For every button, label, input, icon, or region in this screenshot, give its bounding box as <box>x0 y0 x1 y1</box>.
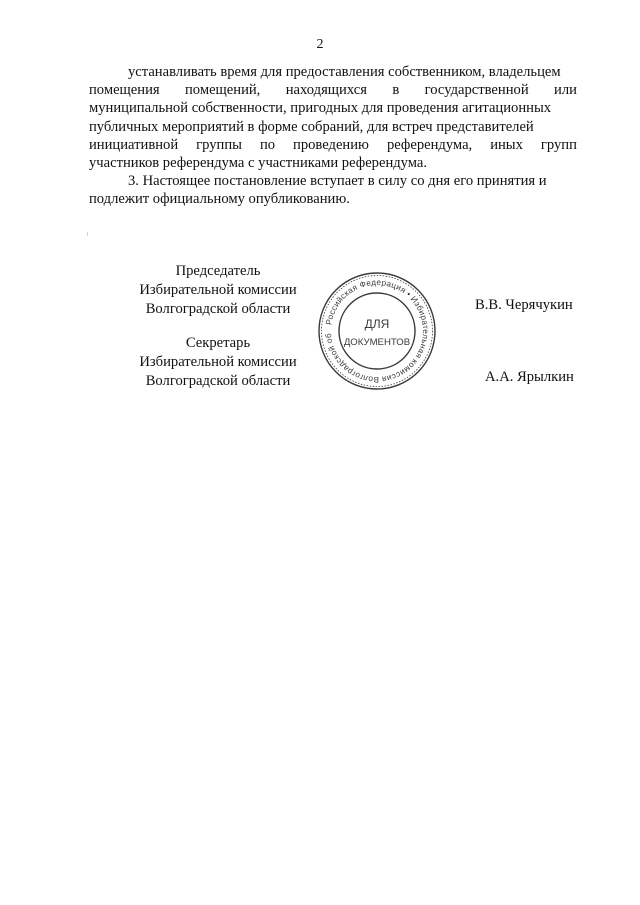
stamp-graphic <box>316 270 438 392</box>
stamp-outer-ring <box>319 273 435 389</box>
word: в <box>392 82 400 99</box>
paragraph-1-line-4: публичных мероприятий в форме собраний, для встреч представителей <box>89 118 534 135</box>
word: по <box>259 136 276 153</box>
stamp-center-line-2: ДОКУМЕНТОВ <box>343 337 411 348</box>
word: или <box>554 82 577 99</box>
paragraph-1-line-2 <box>89 81 577 99</box>
chairman-title-line-1: Председатель <box>175 263 261 279</box>
secretary-title-line-2: Избирательной комиссии <box>139 354 297 370</box>
paragraph-2-line-2: подлежит официальному опубликованию. <box>89 191 350 208</box>
body-text <box>89 63 577 209</box>
word: референдума, <box>386 136 473 153</box>
stamp-dotted-ring <box>322 276 433 387</box>
stamp-inner-ring <box>339 293 415 369</box>
word: проведению <box>293 136 369 153</box>
word: групп <box>540 136 577 153</box>
paragraph-1-line-3: муниципальной собственности, пригодных для проведения агитационных <box>89 100 552 117</box>
paragraph-2-line-1: 3. Настоящее постановление вступает в силу со дня его принятия и <box>128 173 547 190</box>
paragraph-1-line-1: устанавливать время для предоставления собственником, владельцем <box>128 64 561 80</box>
secretary-title-line-1: Секретарь <box>185 335 251 351</box>
secretary-name: А.А. Ярылкин <box>485 369 574 385</box>
word: государственной <box>424 82 529 99</box>
secretary-title <box>118 334 318 391</box>
page-number: 2 <box>316 37 324 52</box>
stamp-center-line-1: ДЛЯ <box>364 317 390 331</box>
official-stamp <box>316 270 438 392</box>
word: помещения <box>89 82 160 99</box>
word: инициативной <box>89 136 179 153</box>
scan-mark <box>87 232 88 236</box>
chairman-title <box>118 262 318 319</box>
chairman-name: В.В. Черячукин <box>475 297 573 313</box>
word: иных <box>490 136 523 153</box>
stamp-ring-text: Российская Федерация • Избирательная комиссия Волгоградской об <box>324 277 431 385</box>
secretary-title-line-3: Волгоградской области <box>145 373 291 389</box>
word: помещений, <box>185 82 261 99</box>
word: группы <box>196 136 242 153</box>
chairman-title-line-3: Волгоградской области <box>145 301 291 317</box>
chairman-title-line-2: Избирательной комиссии <box>139 282 297 298</box>
paragraph-1-line-6: участников референдума с участниками референдума. <box>89 155 428 172</box>
paragraph-1-line-5 <box>89 136 577 154</box>
word: находящихся <box>285 82 367 99</box>
